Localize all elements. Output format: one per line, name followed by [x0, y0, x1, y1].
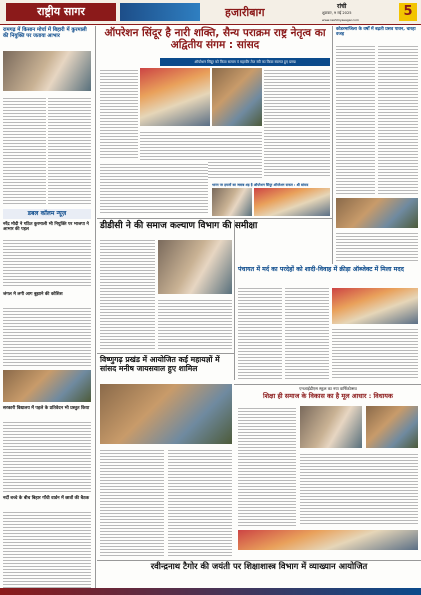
masthead-ad-block [120, 3, 200, 21]
vishnugarh-text-1 [100, 448, 164, 558]
website: www.rashtriyasagar.com [322, 18, 359, 22]
school-headline: शिक्षा ही समाज के विकास का है मूल आधार : विधायक [263, 392, 393, 400]
panchayat-text-3 [332, 327, 418, 380]
vishnugarh-headline: विष्णुगढ़ प्रखंड में आयोजित कई महायज्ञों में सांसद मनीष जायसवाल हुए शामिल [100, 355, 220, 373]
edition-day: रांची [337, 3, 347, 10]
left-text-1 [3, 96, 46, 206]
dc-text-1 [100, 238, 155, 350]
lead-photo-2 [212, 68, 262, 126]
divider [97, 218, 332, 219]
bottom-headline: रवीन्द्रनाथ टैगोर की जयंती पर शिक्षाशास्त्र विभाग में व्याख्यान आयोजित [150, 561, 368, 571]
dc-photo [158, 240, 232, 294]
dc-text-2 [158, 298, 232, 350]
school-photo-3 [238, 530, 418, 550]
left-headline-3: जंगल मे लगी आग बुझाने की कोशिश [3, 292, 63, 297]
school-photo-2 [366, 406, 418, 448]
left-column [0, 26, 94, 591]
left-photo-1 [3, 51, 91, 91]
masthead-logo: राष्ट्रीय सागर [6, 3, 116, 21]
left-text-6 [3, 510, 91, 595]
page-number: 5 [399, 3, 417, 21]
lead-text-4 [100, 162, 208, 214]
divider [95, 26, 96, 591]
vishnugarh-photo [100, 384, 232, 444]
school-photo-1 [300, 406, 362, 448]
panchayat-photo [332, 288, 418, 324]
right-photo-1 [336, 198, 418, 228]
lead-subhead: ऑपरेशन सिंदूर को किया सलाम पं महावीर तेज स्वी का किया स्वागत हुए प्रसन्न [160, 58, 330, 66]
left-text-2 [48, 96, 91, 206]
panchayat-text-1 [238, 286, 282, 380]
section-label: डबल कॉलम न्यूज़ [3, 209, 91, 219]
right-text-3 [336, 231, 418, 263]
left-text-5 [3, 420, 91, 492]
left-text-3 [3, 238, 91, 288]
left-text-4 [3, 306, 91, 366]
vishnugarh-text-2 [168, 448, 232, 558]
edition-date: शुक्रवार, 9 मई 2025 [322, 11, 352, 15]
school-kicker: एनआईडीएस स्कूल का नया वार्षिकोत्सव [299, 386, 357, 391]
left-photo-2 [3, 370, 91, 402]
left-headline-1: रामगढ़ में किसान मोर्चा में बिहारी में कुरमाली की नियुक्ति पर जताया आभार [3, 27, 87, 39]
divider [97, 353, 234, 354]
left-headline-2: नरेंद्र मोदी ने गठित कुरमाली भी नियुक्ति पर भाजपा ने आभार की पहल [3, 222, 89, 233]
lead-photo-3 [212, 188, 252, 216]
lead-headline: ऑपरेशन सिंदूर है नारी शक्ति, सैन्य पराक्रम राष्ट्र नेतृत्व का अद्वितीय संगम : सांसद [104, 27, 326, 52]
school-text-2 [300, 452, 418, 526]
masthead [0, 0, 421, 25]
left-headline-5: नर्दी बच्चे के बीच बिहार गाँधी वार्डन में छात्रों की बैठक [3, 496, 90, 501]
divider [234, 220, 235, 380]
panchayat-headline: पंचायत में मर्द का परदेहों को शादी-विवाह में क्रीड़ा ऑब्जेक्ट में मिला मदद [238, 266, 404, 273]
divider [234, 384, 421, 385]
lead-text-1 [100, 68, 138, 158]
lead-caption: भारत पर हमलों का जवाब शह है ऑपरेशन सिंदूर ऑपरेशन सफल : श्री सांसद [212, 183, 309, 187]
right-text-2 [378, 44, 418, 194]
lead-photo-4 [254, 188, 330, 216]
city-name: हजारीबाग [225, 6, 265, 19]
right-text-1 [336, 44, 375, 194]
school-text-1 [238, 406, 296, 526]
left-headline-4: सरकारी विद्यालय में पहले के प्रतिवेदन भी प्रस्तुत किया [3, 406, 90, 411]
footer-bar [0, 588, 421, 595]
divider [332, 26, 333, 264]
right-headline-1: कोडरमाजिला के वर्षों में बढ़ती प्रसव पावन, चारहा वजह [336, 27, 416, 38]
dc-headline: डीडीसी ने की समाज कल्याण विभाग की समीक्षा [100, 221, 258, 231]
lead-photo-1 [140, 68, 210, 126]
lead-text-2 [264, 68, 330, 178]
panchayat-text-2 [285, 286, 329, 380]
